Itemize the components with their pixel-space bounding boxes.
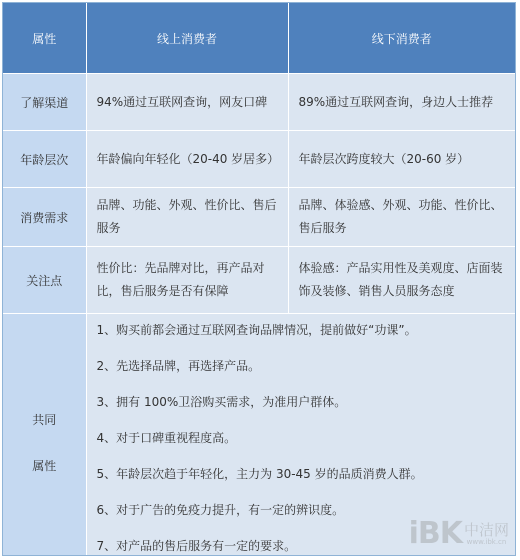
list-item: 4、对于口碑重视程度高。	[96, 431, 237, 445]
table-row	[3, 188, 515, 247]
table-header-row	[3, 3, 515, 74]
list-item: 1、购买前都会通过互联网查询品牌情况，提前做好“功课”。	[96, 323, 417, 337]
ibk-watermark-logo	[408, 516, 509, 551]
cell-online-demand: 品牌、功能、外观、性价比、售后服务	[86, 188, 288, 247]
table-row	[3, 131, 515, 188]
row-label-channel: 了解渠道	[3, 74, 86, 131]
cell-offline-focus: 体验感：产品实用性及美观度、店面装饰及装修、销售人员服务态度	[288, 247, 515, 314]
cell-online-age: 年龄偏向年轻化（20-40 岁居多）	[86, 131, 288, 188]
row-label-age: 年龄层次	[3, 131, 86, 188]
watermark-brand: iBK	[408, 516, 462, 551]
list-item: 5、年龄层次趋于年轻化，主力为 30-45 岁的品质消费人群。	[96, 467, 423, 481]
header-online-consumers: 线上消费者	[86, 3, 288, 74]
common-label-line2: 属性	[32, 459, 57, 473]
table-row	[3, 247, 515, 314]
header-offline-consumers: 线下消费者	[288, 3, 515, 74]
table-row	[3, 74, 515, 131]
common-label-line1: 共同	[32, 413, 57, 427]
cell-online-focus: 性价比：先品牌对比，再产品对比，售后服务是否有保障	[86, 247, 288, 314]
header-attribute: 属性	[3, 3, 86, 74]
cell-offline-age: 年龄层次跨度较大（20-60 岁）	[288, 131, 515, 188]
row-label-common	[3, 314, 86, 557]
list-item: 3、拥有 100%卫浴购买需求，为准用户群体。	[96, 395, 347, 409]
list-item: 2、先选择品牌，再选择产品。	[96, 359, 261, 373]
consumer-comparison-table	[3, 3, 515, 556]
cell-online-channel: 94%通过互联网查询，网友口碑	[86, 74, 288, 131]
cell-offline-channel: 89%通过互联网查询，身边人士推荐	[288, 74, 515, 131]
comparison-table-frame	[2, 2, 516, 556]
row-label-focus: 关注点	[3, 247, 86, 314]
list-item: 7、对产品的售后服务有一定的要求。	[96, 539, 297, 553]
cell-offline-demand: 品牌、体验感、外观、功能、性价比、售后服务	[288, 188, 515, 247]
row-label-demand: 消费需求	[3, 188, 86, 247]
watermark-text-group	[464, 522, 509, 547]
watermark-domain: www.ibk.cn	[466, 538, 507, 546]
list-item: 6、对于广告的免疫力提升，有一定的辨识度。	[96, 503, 345, 517]
watermark-chinese: 中洁网	[463, 521, 509, 539]
